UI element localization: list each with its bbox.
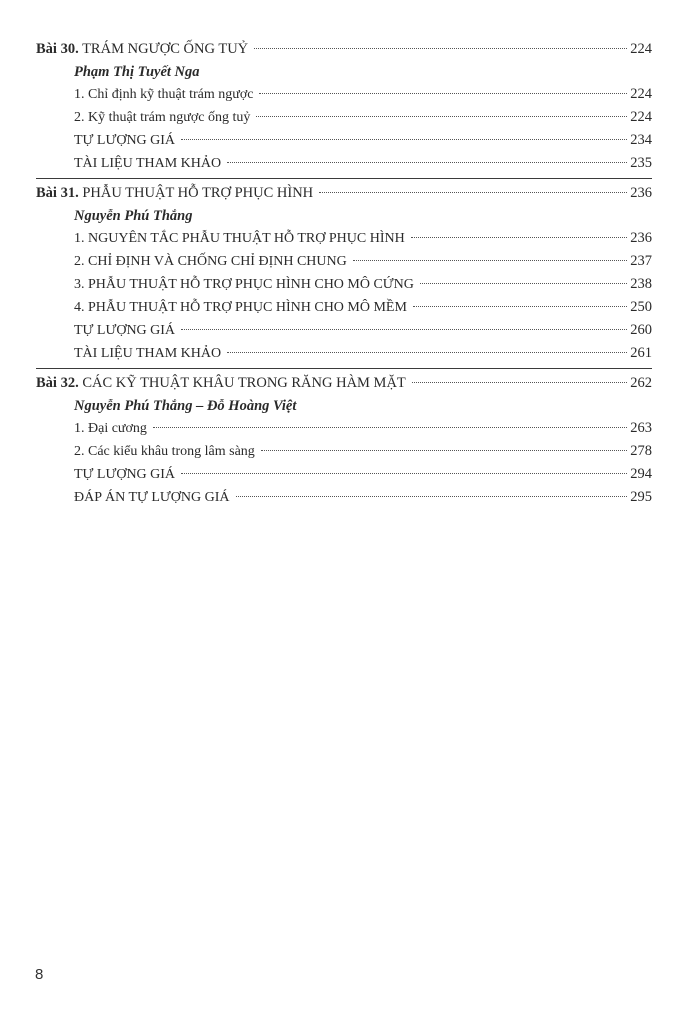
leader-dots	[411, 237, 628, 238]
page-ref: 263	[630, 420, 652, 436]
entry-label: 4. PHẪU THUẬT HỖ TRỢ PHỤC HÌNH CHO MÔ MỀM	[74, 300, 407, 315]
lesson-32	[36, 372, 652, 512]
leader-dots	[261, 450, 627, 451]
page-ref: 238	[630, 276, 652, 292]
entry-label: TỰ LƯỢNG GIÁ	[74, 323, 176, 338]
leader-dots	[227, 352, 627, 353]
toc-entry[interactable]	[36, 319, 652, 342]
page-ref: 260	[630, 322, 652, 338]
leader-dots	[319, 192, 627, 193]
entry-label: 1. Chỉ định kỹ thuật trám ngược	[74, 87, 254, 102]
leader-dots	[353, 260, 628, 261]
toc-entry[interactable]	[36, 273, 652, 296]
toc-entry[interactable]	[36, 250, 652, 273]
entry-label: 1. Đại cương	[74, 421, 147, 436]
page-ref: 262	[630, 375, 652, 391]
page-ref: 224	[630, 109, 652, 125]
entry-label: 2. Các kiểu khâu trong lâm sàng	[74, 444, 255, 459]
lesson-31	[36, 182, 652, 369]
entry-label: 2. Kỹ thuật trám ngược ống tuỷ	[74, 110, 251, 125]
lesson-number: Bài 30.	[36, 41, 79, 57]
entry-label: TỰ LƯỢNG GIÁ	[74, 133, 176, 148]
leader-dots	[227, 162, 627, 163]
page-ref: 224	[630, 41, 652, 57]
toc-entry[interactable]	[36, 296, 652, 319]
toc-entry[interactable]	[36, 83, 652, 106]
entry-label: TÀI LIỆU THAM KHẢO	[74, 156, 222, 171]
leader-dots	[181, 139, 627, 140]
leader-dots	[412, 382, 627, 383]
toc-entry[interactable]	[36, 129, 652, 152]
leader-dots	[153, 427, 627, 428]
lesson-title: CÁC KỸ THUẬT KHÂU TRONG RĂNG HÀM MẶT	[82, 375, 406, 391]
leader-dots	[254, 48, 627, 49]
entry-label: 1. NGUYÊN TẮC PHẪU THUẬT HỖ TRỢ PHỤC HÌNH	[74, 231, 405, 246]
lesson-title: PHẪU THUẬT HỖ TRỢ PHỤC HÌNH	[82, 185, 314, 201]
toc-entry[interactable]	[36, 152, 652, 175]
lesson-author: Nguyễn Phú Thắng	[74, 208, 193, 224]
lesson-number: Bài 31.	[36, 185, 79, 201]
lesson-number: Bài 32.	[36, 375, 79, 391]
table-of-contents	[36, 38, 652, 515]
leader-dots	[181, 329, 627, 330]
page-ref: 235	[630, 155, 652, 171]
toc-entry[interactable]	[36, 440, 652, 463]
toc-entry[interactable]	[36, 417, 652, 440]
entry-label: TỰ LƯỢNG GIÁ	[74, 467, 176, 482]
page-ref: 237	[630, 253, 652, 269]
lesson-heading[interactable]	[36, 372, 652, 395]
lesson-title: TRÁM NGƯỢC ỐNG TUỶ	[82, 41, 249, 57]
toc-entry[interactable]	[36, 342, 652, 365]
page-ref: 250	[630, 299, 652, 315]
toc-entry[interactable]	[36, 106, 652, 129]
entry-label: ĐÁP ÁN TỰ LƯỢNG GIÁ	[74, 490, 230, 505]
lesson-30	[36, 38, 652, 179]
lesson-heading[interactable]	[36, 182, 652, 205]
toc-entry[interactable]	[36, 486, 652, 509]
leader-dots	[413, 306, 627, 307]
entry-label: 2. CHỈ ĐỊNH VÀ CHỐNG CHỈ ĐỊNH CHUNG	[74, 254, 347, 269]
leader-dots	[236, 496, 628, 497]
entry-label: 3. PHẪU THUẬT HỖ TRỢ PHỤC HÌNH CHO MÔ CỨNG	[74, 277, 414, 292]
toc-entry[interactable]	[36, 227, 652, 250]
page-number: 8	[35, 966, 44, 983]
page-ref: 295	[630, 489, 652, 505]
page-ref: 294	[630, 466, 652, 482]
page-ref: 224	[630, 86, 652, 102]
lesson-author: Nguyễn Phú Thắng – Đỗ Hoàng Việt	[74, 398, 297, 414]
leader-dots	[181, 473, 627, 474]
leader-dots	[420, 283, 627, 284]
lesson-author: Phạm Thị Tuyết Nga	[74, 64, 200, 80]
leader-dots	[259, 93, 627, 94]
toc-entry[interactable]	[36, 463, 652, 486]
page-ref: 236	[630, 185, 652, 201]
page-ref: 234	[630, 132, 652, 148]
leader-dots	[256, 116, 627, 117]
page-ref: 236	[630, 230, 652, 246]
page-ref: 261	[630, 345, 652, 361]
entry-label: TÀI LIỆU THAM KHẢO	[74, 346, 222, 361]
page-ref: 278	[630, 443, 652, 459]
lesson-heading[interactable]	[36, 38, 652, 61]
